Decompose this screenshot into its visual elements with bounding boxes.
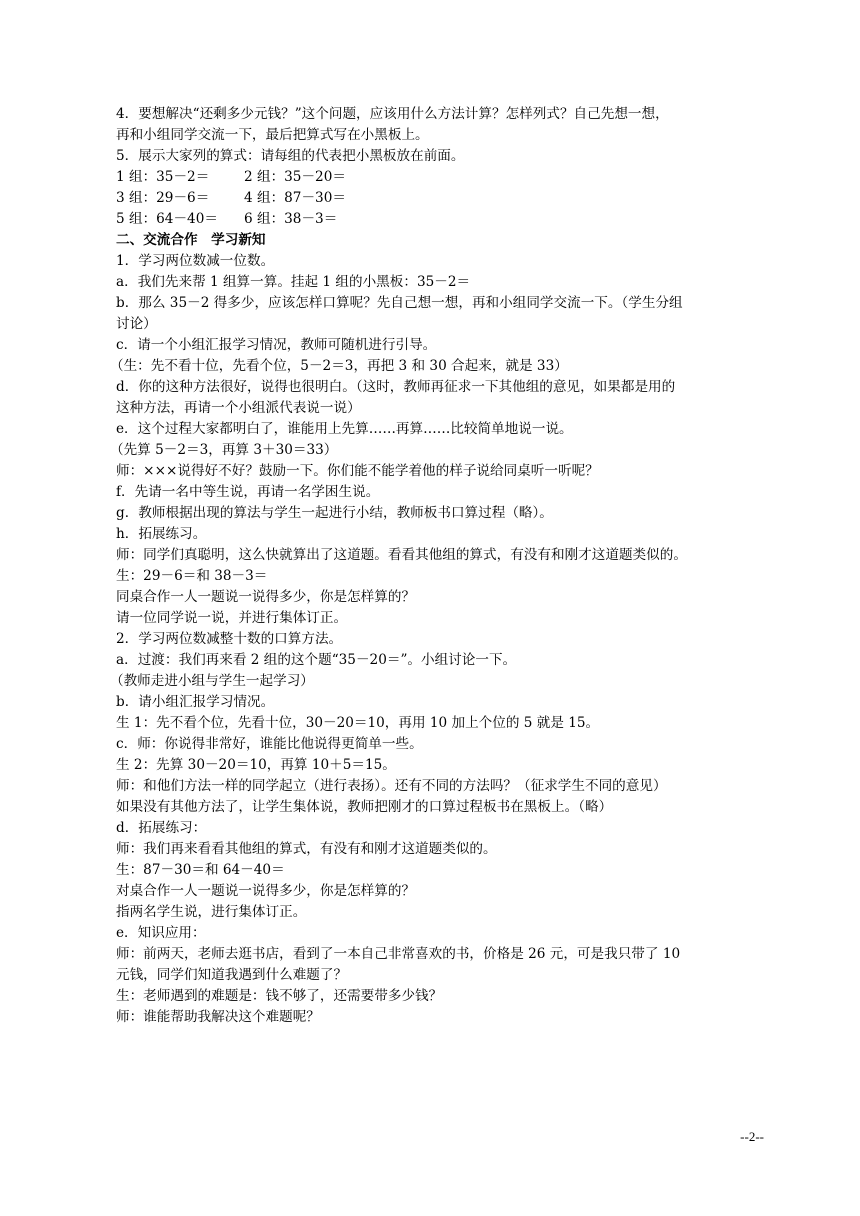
text-line: 生：87－30＝和 64－40＝: [116, 862, 285, 878]
text-line: 2．学习两位数减整十数的口算方法。: [116, 631, 343, 647]
equation-pair-row: [116, 209, 756, 230]
text-line: 师：×××说得好不好？鼓励一下。你们能不能学着他的样子说给同桌听一听呢？: [116, 463, 599, 479]
text-line: 生 2：先算 30－20＝10，再算 10＋5＝15。: [116, 757, 396, 773]
text-line: 讨论）: [116, 316, 157, 332]
text-line: 5．展示大家列的算式：请每组的代表把小黑板放在前面。: [116, 148, 465, 164]
text-line: h．拓展练习。: [116, 526, 207, 542]
text-line: d．你的这种方法很好，说得也很明白。（这时，教师再征求一下其他组的意见，如果都是用的: [116, 379, 676, 395]
equation-pair-row: [116, 188, 756, 209]
text-line: a．我们先来帮 1 组算一算。挂起 1 组的小黑板：35－2＝: [116, 274, 471, 290]
text-line: （教师走进小组与学生一起学习）: [110, 673, 314, 689]
group-equation: 1 组：35－2＝: [116, 169, 210, 185]
group-equation: 6 组：38－3＝: [244, 211, 338, 227]
text-line: b．那么 35－2 得多少，应该怎样口算呢？先自己想一想，再和小组同学交流一下。（学生分组: [116, 295, 683, 311]
text-line: 对桌合作一人一题说一说得多少，你是怎样算的？: [116, 883, 416, 899]
text-line: 生 1：先不看个位，先看十位，30－20＝10，再用 10 加上个位的 5 就是 15。: [116, 715, 600, 731]
text-line: g．教师根据出现的算法与学生一起进行小结，教师板书口算过程（略）。: [116, 505, 553, 521]
group-equation: 4 组：87－30＝: [244, 190, 346, 206]
text-line: 师：前两天，老师去逛书店，看到了一本自己非常喜欢的书，价格是 26 元，可是我只带了 10: [116, 946, 681, 962]
text-line: 如果没有其他方法了，让学生集体说，教师把刚才的口算过程板书在黑板上。（略）: [116, 799, 613, 815]
text-line: 同桌合作一人一题说一说得多少，你是怎样算的？: [116, 589, 416, 605]
section-heading: 二、交流合作 学习新知: [116, 232, 266, 248]
text-line: 师：和他们方法一样的同学起立（进行表扬）。还有不同的方法吗？（征求学生不同的意见）: [116, 778, 667, 794]
text-line: 师：我们再来看看其他组的算式，有没有和刚才这道题类似的。: [116, 841, 497, 857]
group-equation: 3 组：29－6＝: [116, 190, 210, 206]
text-line: e．知识应用：: [116, 925, 206, 941]
text-line: 生：老师遇到的难题是：钱不够了，还需要带多少钱？: [116, 988, 443, 1004]
text-line: 这种方法，再请一个小组派代表说一说）: [116, 400, 361, 416]
text-line: 指两名学生说，进行集体订正。: [116, 904, 307, 920]
text-line: e．这个过程大家都明白了，谁能用上先算……再算……比较简单地说一说。: [116, 421, 573, 437]
text-line: 请一位同学说一说，并进行集体订正。: [116, 610, 348, 626]
text-line: 元钱，同学们知道我遇到什么难题了？: [116, 967, 348, 983]
text-line: 1．学习两位数减一位数。: [116, 253, 275, 269]
text-line: 再和小组同学交流一下，最后把算式写在小黑板上。: [116, 127, 429, 143]
text-line: f．先请一名中等生说，再请一名学困生说。: [116, 484, 380, 500]
text-line: 师：谁能帮助我解决这个难题呢？: [116, 1009, 320, 1025]
text-line: 4．要想解决“还剩多少元钱？”这个问题，应该用什么方法计算？怎样列式？自己先想一想，: [116, 106, 669, 122]
text-line: c．师：你说得非常好，谁能比他说得更简单一些。: [116, 736, 423, 752]
group-equation: 2 组：35－20＝: [244, 169, 346, 185]
text-line: （先算 5－2＝3，再算 3＋30＝33）: [110, 442, 338, 458]
group-equation: 5 组：64－40＝: [116, 211, 218, 227]
equation-pair-row: [116, 167, 756, 188]
text-line: 师：同学们真聪明，这么快就算出了这道题。看看其他组的算式，有没有和刚才这道题类似的。: [116, 547, 687, 563]
text-line: d．拓展练习：: [116, 820, 207, 836]
document-body: [110, 104, 756, 1028]
text-line: c．请一个小组汇报学习情况，教师可随机进行引导。: [116, 337, 437, 353]
page-number: --2--: [740, 1129, 764, 1144]
text-line: a．过渡：我们再来看 2 组的这个题“35－20＝”。小组讨论一下。: [116, 652, 517, 668]
text-line: （生：先不看十位，先看个位，5－2＝3，再把 3 和 30 合起来，就是 33）: [110, 358, 568, 374]
text-line: b．请小组汇报学习情况。: [116, 694, 275, 710]
text-line: 生：29－6＝和 38－3＝: [116, 568, 268, 584]
